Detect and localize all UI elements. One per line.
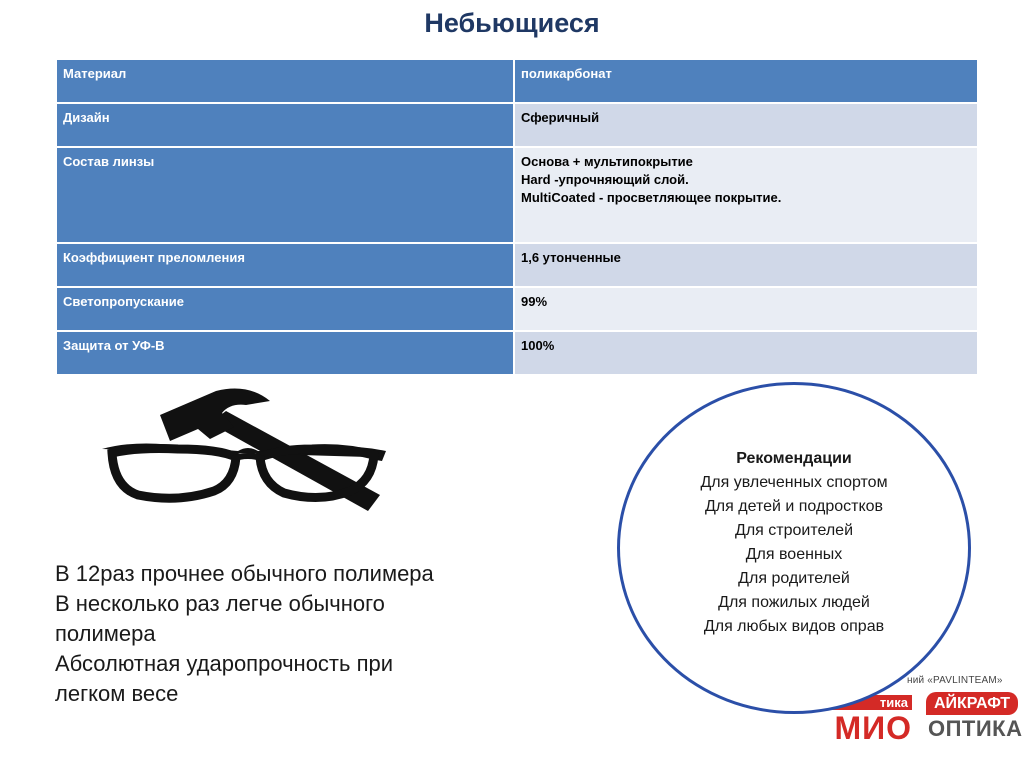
spec-value <box>514 59 978 103</box>
page-title: Небьющиеся <box>424 8 600 38</box>
spec-value <box>514 147 978 244</box>
spec-label: Дизайн <box>56 103 514 147</box>
spec-label: Светопропускание <box>56 287 514 331</box>
recommendation-item: Для детей и подростков <box>704 498 884 515</box>
spec-value <box>514 103 978 147</box>
spec-value-line: Сферичный <box>521 109 600 125</box>
spec-value <box>514 243 978 287</box>
optika-logo: ОПТИКА <box>928 716 1023 741</box>
table-row <box>56 243 978 287</box>
specs-table <box>55 58 979 376</box>
recommendation-item: Для увлеченных спортом <box>700 474 888 491</box>
table-row <box>56 59 978 103</box>
glasses-hammer-icon <box>98 383 398 523</box>
recommendation-item: Для пожилых людей <box>718 594 870 611</box>
spec-value-line: MultiCoated - просветляющее покрытие. <box>521 189 782 205</box>
spec-value-line: Основа + мультипокрытие <box>521 153 693 169</box>
recommendations-circle <box>617 382 971 714</box>
table-row <box>56 103 978 147</box>
benefit-line: В несколько раз легче обычного <box>55 591 385 616</box>
spec-value-line: 100% <box>521 338 555 354</box>
aykraft-logo: АЙКРАФТ <box>926 692 1018 715</box>
benefits-list <box>55 559 495 709</box>
benefit-line: Абсолютная ударопрочность при <box>55 651 394 676</box>
spec-value <box>514 287 978 331</box>
spec-label: Состав линзы <box>56 147 514 244</box>
recommendation-item: Для любых видов оправ <box>703 618 885 635</box>
recommendation-item: Для строителей <box>734 522 854 539</box>
benefit-line: В 12раз прочнее обычного полимера <box>55 561 434 586</box>
table-row <box>56 147 978 244</box>
recommendations-heading: Рекомендации <box>736 450 852 467</box>
spec-value-line: поликарбонат <box>521 66 612 81</box>
mio-logo: МИО <box>834 710 912 746</box>
spec-label: Коэффициент преломления <box>56 243 514 287</box>
spec-label: Материал <box>56 59 514 103</box>
table-row <box>56 331 978 375</box>
spec-value-line: Hard -упрочняющий слой. <box>521 171 689 187</box>
spec-value <box>514 331 978 375</box>
spec-value-line: 1,6 утонченные <box>521 250 621 266</box>
logo-caption: ний «PAVLINTEAM» <box>907 675 1003 686</box>
benefit-line: легком весе <box>55 681 179 706</box>
spec-value-line: 99% <box>521 294 548 310</box>
recommendation-item: Для военных <box>745 546 843 563</box>
recommendation-item: Для родителей <box>738 570 850 587</box>
recommendations-list <box>620 447 968 639</box>
benefit-line: полимера <box>55 621 156 646</box>
spec-label: Защита от УФ-В <box>56 331 514 375</box>
mio-logo-top: тика <box>830 695 912 710</box>
table-row <box>56 287 978 331</box>
